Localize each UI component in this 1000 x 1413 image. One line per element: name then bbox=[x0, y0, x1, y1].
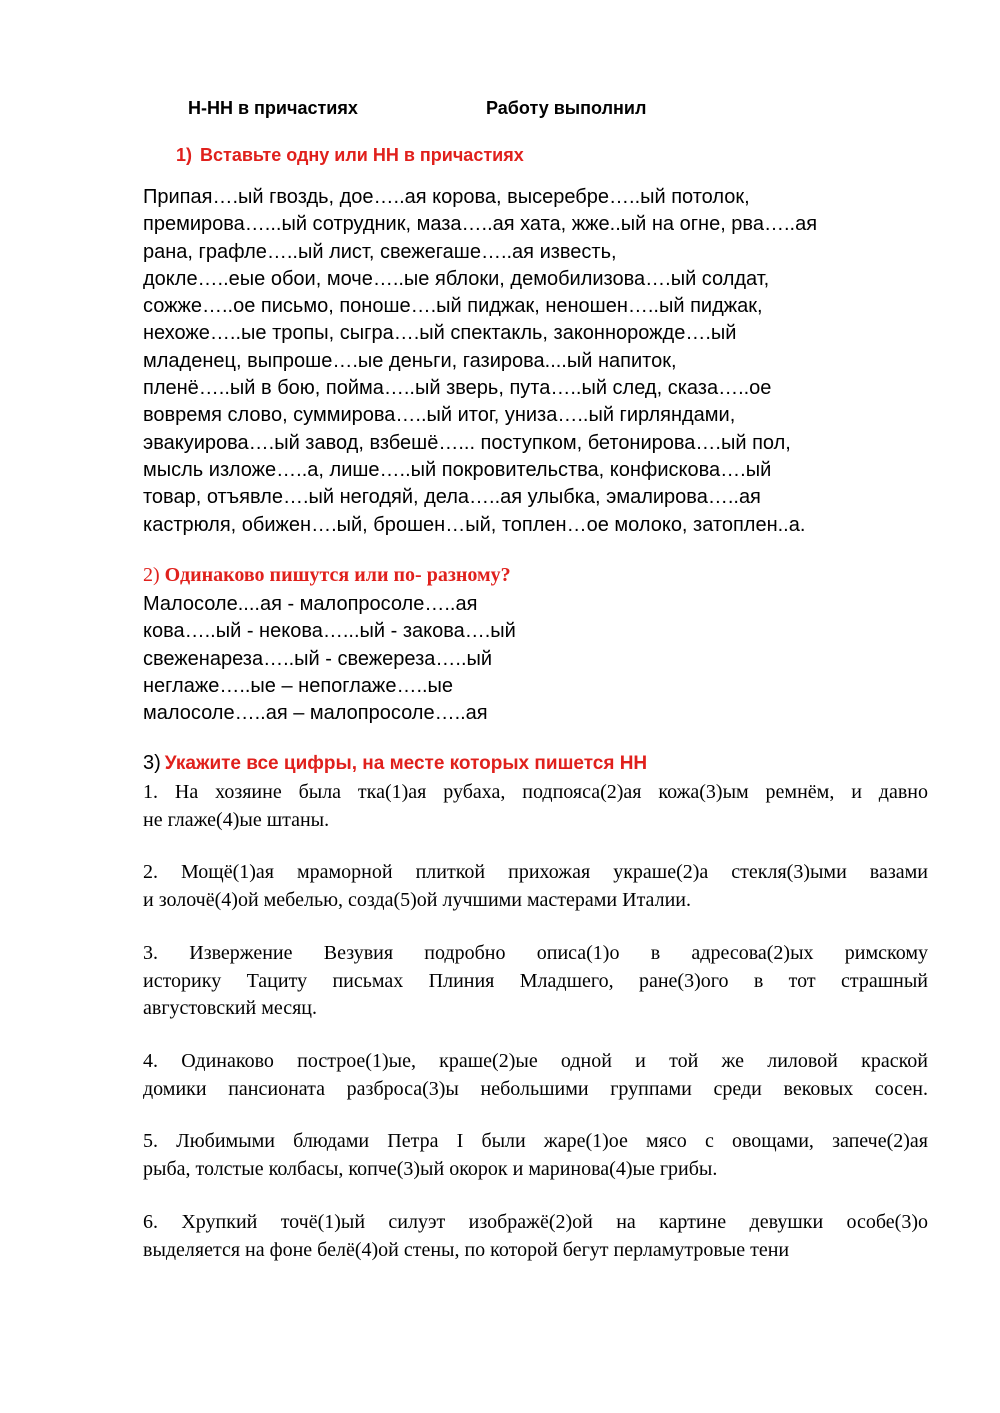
task1-exercise-text bbox=[143, 184, 928, 539]
task3-number: 3) bbox=[143, 752, 161, 774]
task1-title: Вставьте одну или НН в причастиях bbox=[200, 145, 524, 165]
sentence-line: выделяется на фоне белё(4)ой стены, по которой бегут перламутровые тени bbox=[143, 1238, 790, 1261]
task1-line: пленё…..ый в бою, пойма…..ый зверь, пута…..ый след, сказа…..ое bbox=[143, 377, 772, 400]
task1-line: эвакуирова….ый завод, взбешё…... поступком, бетонирова….ый пол, bbox=[143, 431, 791, 454]
task1-number: 1) bbox=[176, 145, 193, 165]
task1-line: вовремя слово, суммирова…..ый итог, униза…..ый гирляндами, bbox=[143, 404, 736, 427]
sentence-line: и золочё(4)ой мебелью, созда(5)ой лучшими мастерами Италии. bbox=[143, 888, 691, 911]
task2-title: Одинаково пишутся или по- разному? bbox=[164, 564, 511, 586]
worksheet-topic: Н-НН в причастиях bbox=[188, 98, 358, 118]
task2-heading bbox=[143, 564, 511, 587]
task2-line: свеженареза…..ый - свежереза…..ый bbox=[143, 647, 493, 670]
task3-sentence-1 bbox=[143, 779, 928, 834]
task1-line: докле…..еые обои, моче…..ые яблоки, демобилизова….ый солдат, bbox=[143, 267, 770, 290]
task1-line: премирова…...ый сотрудник, маза…..ая хата, жже..ый на огне, рва…..ая bbox=[143, 213, 818, 236]
task3-sentence-3 bbox=[143, 940, 928, 1023]
task3-title: Укажите все цифры, на месте которых пишется НН bbox=[164, 753, 648, 774]
task3-sentence-4 bbox=[143, 1048, 928, 1103]
task3-heading bbox=[143, 752, 647, 775]
sentence-line: 1. На хозяине была тка(1)ая рубаха, подпояса(2)ая кожа(3)ым ремнём, и давно bbox=[143, 781, 928, 803]
sentence-line: 2. Мощё(1)ая мраморной плиткой прихожая украше(2)а стекля(3)ыми вазами bbox=[143, 861, 928, 883]
sentence-line: историку Тациту письмах Плиния Младшего, ране(3)ого в тот страшный bbox=[143, 969, 928, 992]
task1-line: рана, графле…..ый лист, свежегаше…..ая известь, bbox=[143, 240, 617, 263]
task2-line: кова…..ый - некова…...ый - закова….ый bbox=[143, 620, 516, 643]
task3-sentence-2 bbox=[143, 859, 928, 914]
sentence-line: домики пансионата разброса(3)ы небольшими группами среди вековых сосен. bbox=[143, 1077, 928, 1100]
task1-line: мысль изложе…..а, лише…..ый покровительства, конфискова….ый bbox=[143, 458, 772, 481]
task1-line: младенец, выпроше….ые деньги, газирова....ый напиток, bbox=[143, 349, 677, 372]
task1-line: товар, отъявле….ый негодяй, дела…..ая улыбка, эмалирова…..ая bbox=[143, 486, 761, 509]
sentence-line: 6. Хрупкий точё(1)ый силуэт изображё(2)ой на картине девушки особе(3)о bbox=[143, 1211, 928, 1233]
task1-line: нехоже…..ые тропы, сыгра….ый спектакль, законнорожде….ый bbox=[143, 322, 737, 345]
completed-by-label: Работу выполнил bbox=[486, 98, 647, 118]
sentence-line: 5. Любимыми блюдами Петра I были жаре(1)ое мясо с овощами, запече(2)ая bbox=[143, 1130, 928, 1152]
sentence-line: августовский месяц. bbox=[143, 997, 318, 1019]
task2-line: малосоле…..ая – малопросоле…..ая bbox=[143, 702, 488, 725]
task2-number: 2) bbox=[143, 564, 160, 586]
task3-sentence-5 bbox=[143, 1128, 928, 1183]
sentence-line: 3. Извержение Везувия подробно описа(1)о в адресова(2)ых римскому bbox=[143, 942, 928, 964]
task3-sentence-6 bbox=[143, 1209, 928, 1264]
task1-line: Припая….ый гвоздь, дое…..ая корова, высеребре…..ый потолок, bbox=[143, 186, 750, 208]
sentence-line: рыба, толстые колбасы, копче(3)ый окорок и маринова(4)ые грибы. bbox=[143, 1157, 718, 1180]
task2-line: неглаже…..ые – непоглаже…..ые bbox=[143, 674, 454, 697]
task2-word-pairs bbox=[143, 591, 743, 727]
task1-line: кастрюля, обижен….ый, брошен…ый, топлен…ое молоко, затоплен..а. bbox=[143, 513, 806, 536]
sentence-line: 4. Одинаково построе(1)ые, краше(2)ые одной и той же лиловой краской bbox=[143, 1050, 928, 1072]
sentence-line: не глаже(4)ые штаны. bbox=[143, 808, 330, 831]
task1-line: сожже…..ое письмо, поноше….ый пиджак, неношен…..ый пиджак, bbox=[143, 295, 763, 318]
task2-line: Малосоле....ая - малопросоле…..ая bbox=[143, 593, 478, 615]
task1-heading bbox=[176, 145, 524, 166]
